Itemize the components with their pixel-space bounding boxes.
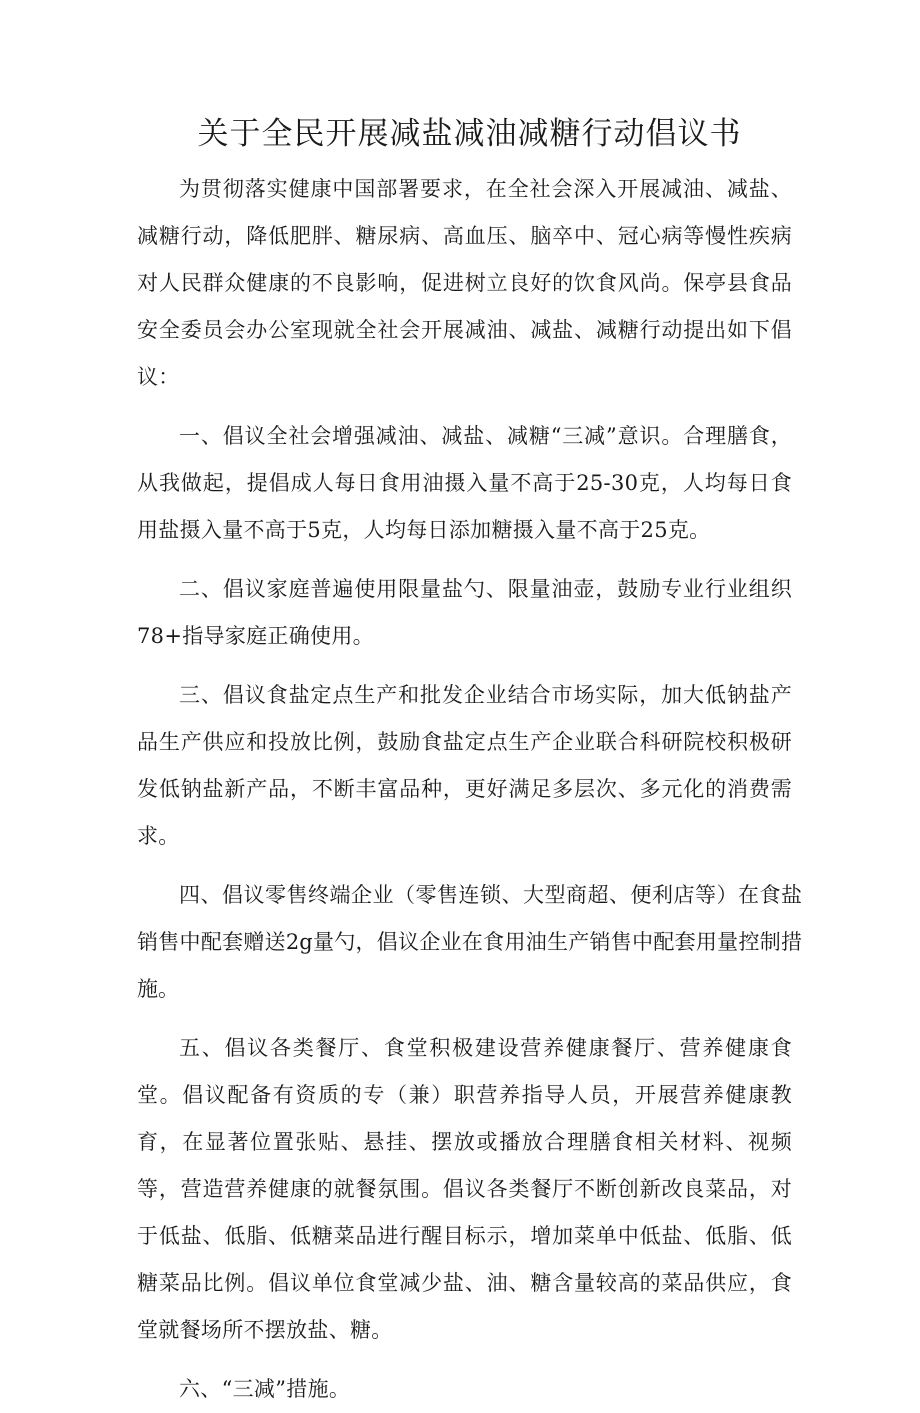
proposal-paragraph-4: 四、倡议零售终端企业（零售连锁、大型商超、便利店等）在食盐销售中配套赠送2g量勺，倡议企业在食用油生产销售中配套用量控制措施。 bbox=[137, 883, 802, 1001]
document-title: 关于全民开展减盐减油减糖行动倡议书 bbox=[197, 116, 742, 152]
intro-paragraph: 为贯彻落实健康中国部署要求，在全社会深入开展减油、减盐、减糖行动，降低肥胖、糖尿病、高血压、脑卒中、冠心病等慢性疾病对人民群众健康的不良影响，促进树立良好的饮食风尚。保亭县食品安全委员会办公室现就全社会开展减油、减盐、减糖行动提出如下倡议： bbox=[137, 177, 792, 389]
proposal-paragraph-3: 三、倡议食盐定点生产和批发企业结合市场实际，加大低钠盐产品生产供应和投放比例，鼓励食盐定点生产企业联合科研院校积极研发低钠盐新产品，不断丰富品种，更好满足多层次、多元化的消费需求。 bbox=[137, 683, 792, 848]
proposal-paragraph-5: 五、倡议各类餐厅、食堂积极建设营养健康餐厅、营养健康食堂。倡议配备有资质的专（兼）职营养指导人员，开展营养健康教育，在显著位置张贴、悬挂、摆放或播放合理膳食相关材料、视频等，营造营养健康的就餐氛围。倡议各类餐厅不断创新改良菜品，对于低盐、低脂、低糖菜品进行醒目标示，增加菜单中低盐、低脂、低糖菜品比例。倡议单位食堂减少盐、油、糖含量较高的菜品供应，食堂就餐场所不摆放盐、糖。 bbox=[137, 1036, 792, 1342]
proposal-paragraph-2: 二、倡议家庭普遍使用限量盐勺、限量油壶，鼓励专业行业组织78+指导家庭正确使用。 bbox=[137, 577, 792, 648]
proposal-paragraph-1: 一、倡议全社会增强减油、减盐、减糖“三减”意识。合理膳食，从我做起，提倡成人每日食用油摄入量不高于25-30克，人均每日食用盐摄入量不高于5克，人均每日添加糖摄入量不高于25克。 bbox=[137, 424, 792, 542]
proposal-paragraph-6: 六、“三减”措施。 bbox=[179, 1377, 351, 1401]
